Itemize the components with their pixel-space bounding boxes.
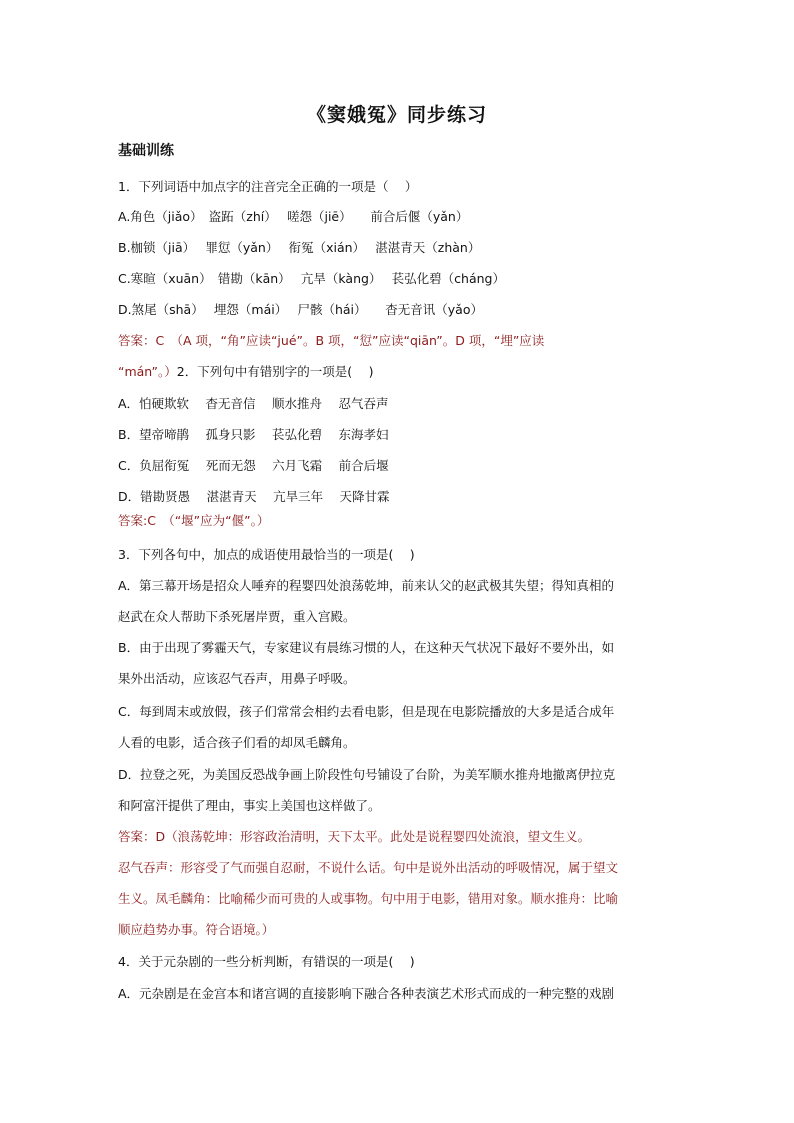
question-3-option-b-cont: 果外出活动，应该忍气吞声，用鼻子呼吸。 (118, 671, 356, 686)
question-1-option-b: B.枷锁（jiā） 罪愆（yǎn） 衔冤（xián） 湛湛青天（zhàn） (118, 240, 481, 255)
question-2-answer: 答案:C （“堰”应为“偃”。） (118, 513, 270, 528)
question-3-stem: 3．下列各句中，加点的成语使用最恰当的一项是( ) (118, 547, 415, 562)
question-2-option-a: A．怕硬欺软 杳无音信 顺水推舟 忍气吞声 (118, 396, 389, 411)
question-2-option-b: B．望帝啼鹃 孤身只影 苌弘化碧 东海孝妇 (118, 427, 389, 442)
question-1-option-c: C.寒暄（xuān） 错勘（kān） 亢旱（kàng） 苌弘化碧（cháng） (118, 271, 505, 286)
question-3-answer-line-3: 生义。凤毛麟角：比喻稀少而可贵的人或事物。句中用于电影，错用对象。顺水推舟：比喻 (118, 891, 619, 906)
question-1-stem: 1．下列词语中加点字的注音完全正确的一项是（ ） (118, 179, 418, 194)
question-3-option-c: C．每到周末或放假，孩子们常常会相约去看电影，但是现在电影院播放的大多是适合成年 (118, 704, 615, 719)
question-3-option-c-cont: 人看的电影，适合孩子们看的却凤毛麟角。 (118, 735, 356, 750)
question-2-option-c: C．负屈衔冤 死而无怨 六月飞霜 前合后堰 (118, 458, 389, 473)
question-3-answer-line-4: 顺应趋势办事。符合语境。） (118, 922, 275, 937)
question-4-option-a: A．元杂剧是在金宫本和诸宫调的直接影响下融合各种表演艺术形式而成的一种完整的戏剧 (118, 986, 615, 1001)
question-3-option-d: D．拉登之死，为美国反恐战争画上阶段性句号铺设了台阶，为美军顺水推舟地撤离伊拉克 (118, 767, 616, 782)
question-1-option-d: D.煞尾（shā） 埋怨（mái） 尸骸（hái） 杳无音讯（yǎo） (118, 302, 483, 317)
question-2-option-d: D．错勘贤愚 湛湛青天 亢旱三年 天降甘霖 (118, 489, 390, 504)
question-4-stem: 4．关于元杂剧的一些分析判断，有错误的一项是( ) (118, 954, 415, 969)
question-1-answer-cont (118, 363, 678, 381)
question-1-answer-tail: “mán”。） (118, 364, 177, 379)
question-3-answer: 答案：D（浪荡乾坤：形容政治清明，天下太平。此处是说程婴四处流浪，望文生义。 (118, 829, 591, 844)
page-title: 《窦娥冤》同步练习 (306, 104, 487, 126)
section-heading: 基础训练 (118, 143, 174, 159)
question-1-answer: 答案：C （A 项，“角”应读“jué”。B 项，“愆”应读“qiān”。D 项，“埋”应读 (118, 333, 545, 348)
question-3-option-d-cont: 和阿富汗提供了理由，事实上美国也这样做了。 (118, 798, 381, 813)
question-1-option-a: A.角色（jiǎo） 盗跖（zhí） 嗟怨（jiē） 前合后偃（yǎn） (118, 209, 469, 224)
question-3-option-a-cont: 赵武在众人帮助下杀死屠岸贾，重入宫殿。 (118, 609, 356, 624)
question-3-option-a: A．第三幕开场是招众人唾弃的程婴四处浪荡乾坤，前来认父的赵武极其失望；得知真相的 (118, 578, 615, 593)
question-3-answer-line-2: 忍气吞声：形容受了气而强自忍耐，不说什么话。句中是说外出活动的呼吸情况，属于望文 (118, 860, 619, 875)
question-2-stem: 2．下列句中有错别字的一项是( ) (176, 364, 374, 379)
question-3-option-b: B．由于出现了雾霾天气，专家建议有晨练习惯的人，在这种天气状况下最好不要外出，如 (118, 640, 615, 655)
